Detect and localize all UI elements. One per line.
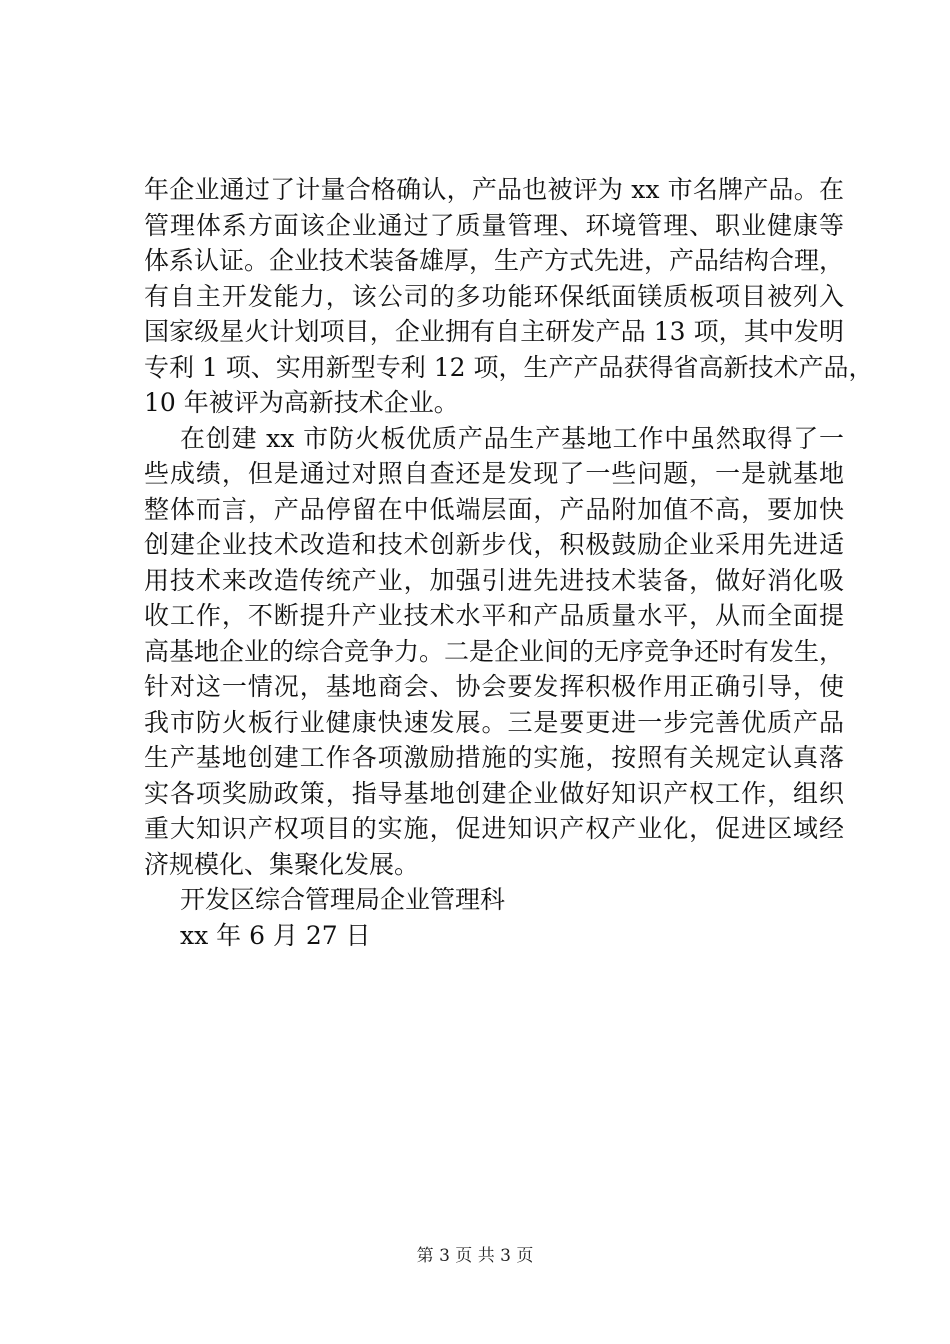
text-line: 针对这一情况，基地商会、协会要发挥积极作用正确引导，使 [144,672,844,701]
text-line: 在创建 xx 市防火板优质产品生产基地工作中虽然取得了一 [180,423,844,453]
signature-date: xx 年 6 月 27 日 [180,920,371,950]
text-line: 体系认证。企业技术装备雄厚，生产方式先进，产品结构合理， [144,246,845,275]
text-line: 有自主开发能力，该公司的多功能环保纸面镁质板项目被列入 [144,281,844,311]
document-body [144,172,874,953]
text-line: 整体而言，产品停留在中低端层面，产品附加值不高，要加快 [144,494,844,524]
page-footer: 第 3 页 共 3 页 [416,1246,534,1266]
text-line: 用技术来改造传统产业，加强引进先进技术装备，做好消化吸 [144,565,844,595]
paragraph-1 [144,172,874,421]
signature-block [144,882,844,953]
text-line: 创建企业技术改造和技术创新步伐，积极鼓励企业采用先进适 [144,530,844,559]
text-line: 实各项奖励政策，指导基地创建企业做好知识产权工作，组织 [144,778,844,808]
text-line: 生产基地创建工作各项激励措施的实施，按照有关规定认真落 [144,743,844,772]
signature-org: 开发区综合管理局企业管理科 [180,885,506,914]
text-line: 专利 1 项、实用新型专利 12 项，生产产品获得省高新技术产品， [144,352,874,382]
text-line: 管理体系方面该企业通过了质量管理、环境管理、职业健康等 [144,210,844,240]
paragraph-2 [144,421,844,883]
text-line: 10 年被评为高新技术企业。 [144,388,459,417]
text-line: 收工作，不断提升产业技术水平和产品质量水平，从而全面提 [144,601,844,630]
text-line: 年企业通过了计量合格确认，产品也被评为 xx 市名牌产品。在 [144,175,844,204]
text-line: 些成绩，但是通过对照自查还是发现了一些问题，一是就基地 [144,459,844,488]
text-line: 国家级星火计划项目，企业拥有自主研发产品 13 项，其中发明 [144,317,844,346]
text-line: 我市防火板行业健康快速发展。三是要更进一步完善优质产品 [144,707,844,737]
text-line: 高基地企业的综合竞争力。二是企业间的无序竞争还时有发生， [144,636,845,666]
text-line: 济规模化、集聚化发展。 [144,849,420,879]
text-line: 重大知识产权项目的实施，促进知识产权产业化，促进区域经 [144,814,844,843]
